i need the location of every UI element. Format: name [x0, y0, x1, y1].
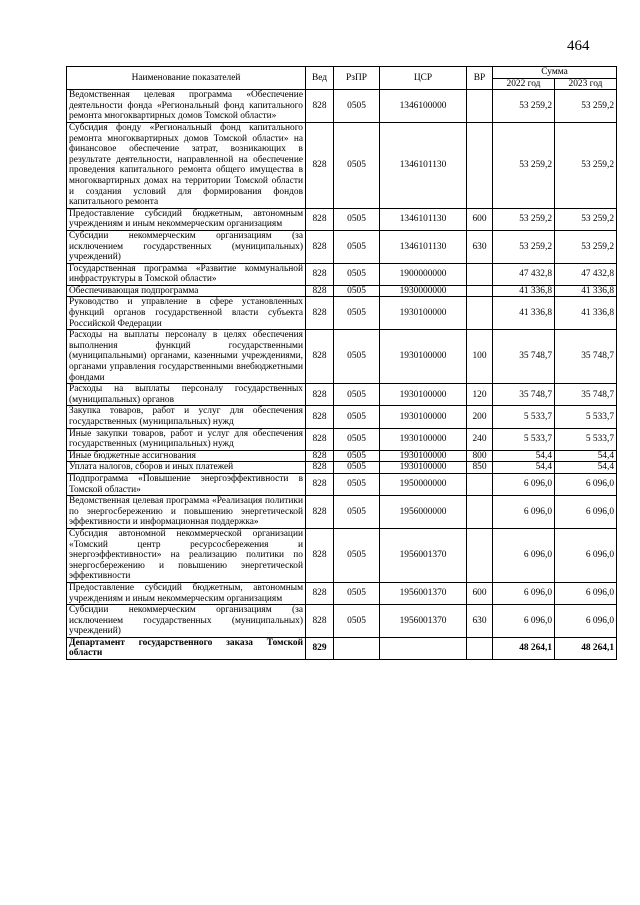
- sum-2022-cell: 48 264,1: [493, 637, 555, 659]
- sum-2022-cell: 5 533,7: [493, 406, 555, 428]
- sum-2022-cell: 6 096,0: [493, 528, 555, 582]
- ved-cell: 828: [306, 428, 334, 450]
- header-ved: Вед: [306, 67, 334, 90]
- csr-cell: 1950000000: [380, 473, 467, 495]
- table-header: [67, 67, 617, 90]
- sum-2023-cell: 47 432,8: [555, 263, 617, 285]
- name-cell: Расходы на выплаты персоналу в целях обеспечения выполнения функций государственными (муниципальными) органами, казенными учреждениями, органами управления государственными внебюджетными фондами: [67, 330, 306, 384]
- sum-2023-cell: 41 336,8: [555, 285, 617, 297]
- csr-cell: 1930100000: [380, 384, 467, 406]
- csr-cell: 1930100000: [380, 330, 467, 384]
- name-cell: Уплата налогов, сборов и иных платежей: [67, 462, 306, 474]
- vr-cell: 800: [467, 450, 493, 462]
- sum-2023-cell: 6 096,0: [555, 582, 617, 604]
- sum-2023-cell: 6 096,0: [555, 605, 617, 638]
- sum-2022-cell: 53 259,2: [493, 122, 555, 208]
- ved-cell: 828: [306, 297, 334, 330]
- name-cell: Ведомственная целевая программа «Обеспечение деятельности фонда «Региональный фонд капитального ремонта многоквартирных домов Томской области»: [67, 90, 306, 123]
- table-row: [67, 428, 617, 450]
- sum-2022-cell: 54,4: [493, 462, 555, 474]
- vr-cell: 630: [467, 230, 493, 263]
- ved-cell: 828: [306, 90, 334, 123]
- vr-cell: 120: [467, 384, 493, 406]
- ved-cell: 828: [306, 263, 334, 285]
- ved-cell: 828: [306, 528, 334, 582]
- vr-cell: [467, 90, 493, 123]
- vr-cell: 600: [467, 582, 493, 604]
- header-sum: Сумма: [493, 67, 617, 79]
- rzpr-cell: 0505: [334, 90, 380, 123]
- rzpr-cell: 0505: [334, 263, 380, 285]
- name-cell: Иные закупки товаров, работ и услуг для обеспечения государственных (муниципальных) нужд: [67, 428, 306, 450]
- table-row: [67, 450, 617, 462]
- name-cell: Иные бюджетные ассигнования: [67, 450, 306, 462]
- ved-cell: 828: [306, 230, 334, 263]
- rzpr-cell: 0505: [334, 208, 380, 230]
- header-year-2022: 2022 год: [493, 78, 555, 90]
- sum-2023-cell: 53 259,2: [555, 208, 617, 230]
- csr-cell: 1346100000: [380, 90, 467, 123]
- table-row: [67, 297, 617, 330]
- rzpr-cell: 0505: [334, 330, 380, 384]
- sum-2022-cell: 53 259,2: [493, 90, 555, 123]
- sum-2023-cell: 41 336,8: [555, 297, 617, 330]
- vr-cell: [467, 285, 493, 297]
- csr-cell: 1930100000: [380, 462, 467, 474]
- vr-cell: [467, 263, 493, 285]
- sum-2022-cell: 54,4: [493, 450, 555, 462]
- vr-cell: 600: [467, 208, 493, 230]
- ved-cell: 829: [306, 637, 334, 659]
- csr-cell: 1956000000: [380, 496, 467, 529]
- ved-cell: 828: [306, 384, 334, 406]
- table-row: [67, 406, 617, 428]
- ved-cell: 828: [306, 330, 334, 384]
- header-year-2023: 2023 год: [555, 78, 617, 90]
- csr-cell: 1930100000: [380, 297, 467, 330]
- csr-cell: 1900000000: [380, 263, 467, 285]
- header-csr: ЦСР: [380, 67, 467, 90]
- csr-cell: 1956001370: [380, 582, 467, 604]
- sum-2022-cell: 5 533,7: [493, 428, 555, 450]
- vr-cell: [467, 496, 493, 529]
- sum-2023-cell: 53 259,2: [555, 90, 617, 123]
- vr-cell: [467, 473, 493, 495]
- name-cell: Ведомственная целевая программа «Реализация политики по энергосбережению и повышению энергетической эффективности и информационная поддержка»: [67, 496, 306, 529]
- rzpr-cell: 0505: [334, 450, 380, 462]
- vr-cell: 630: [467, 605, 493, 638]
- table-row: [67, 473, 617, 495]
- sum-2023-cell: 53 259,2: [555, 230, 617, 263]
- sum-2023-cell: 6 096,0: [555, 473, 617, 495]
- name-cell: Департамент государственного заказа Томской области: [67, 637, 306, 659]
- sum-2023-cell: 6 096,0: [555, 496, 617, 529]
- sum-2022-cell: 6 096,0: [493, 582, 555, 604]
- rzpr-cell: 0505: [334, 582, 380, 604]
- name-cell: Субсидии некоммерческим организациям (за исключением государственных (муниципальных) учреждений): [67, 605, 306, 638]
- rzpr-cell: 0505: [334, 122, 380, 208]
- table-row: [67, 462, 617, 474]
- name-cell: Предоставление субсидий бюджетным, автономным учреждениям и иным некоммерческим организациям: [67, 582, 306, 604]
- sum-2023-cell: 48 264,1: [555, 637, 617, 659]
- sum-2023-cell: 54,4: [555, 450, 617, 462]
- header-name: Наименование показателей: [67, 67, 306, 90]
- sum-2023-cell: 54,4: [555, 462, 617, 474]
- sum-2023-cell: 5 533,7: [555, 406, 617, 428]
- vr-cell: [467, 122, 493, 208]
- table-row: [67, 122, 617, 208]
- name-cell: Субсидия фонду «Региональный фонд капитального ремонта многоквартирных домов Томской области» на финансовое обеспечение затрат, возникающих в результате деятельности, направленной на обеспечение проведения капитального ремонта общего имущества в многоквартирных домах на территории Томской области и создания условий для формирования фондов капитального ремонта: [67, 122, 306, 208]
- ved-cell: 828: [306, 450, 334, 462]
- rzpr-cell: 0505: [334, 384, 380, 406]
- name-cell: Государственная программа «Развитие коммунальной инфраструктуры в Томской области»: [67, 263, 306, 285]
- csr-cell: [380, 637, 467, 659]
- csr-cell: 1956001370: [380, 605, 467, 638]
- ved-cell: 828: [306, 582, 334, 604]
- sum-2022-cell: 6 096,0: [493, 473, 555, 495]
- rzpr-cell: 0505: [334, 428, 380, 450]
- table-row: [67, 208, 617, 230]
- name-cell: Закупка товаров, работ и услуг для обеспечения государственных (муниципальных) нужд: [67, 406, 306, 428]
- ved-cell: 828: [306, 208, 334, 230]
- sum-2022-cell: 35 748,7: [493, 384, 555, 406]
- sum-2023-cell: 35 748,7: [555, 384, 617, 406]
- vr-cell: [467, 528, 493, 582]
- rzpr-cell: 0505: [334, 297, 380, 330]
- table-body: [67, 90, 617, 660]
- rzpr-cell: 0505: [334, 496, 380, 529]
- name-cell: Субсидии некоммерческим организациям (за исключением государственных (муниципальных) учреждений): [67, 230, 306, 263]
- table-row: [67, 285, 617, 297]
- table-row: [67, 528, 617, 582]
- rzpr-cell: 0505: [334, 528, 380, 582]
- rzpr-cell: 0505: [334, 406, 380, 428]
- sum-2022-cell: 6 096,0: [493, 496, 555, 529]
- csr-cell: 1930100000: [380, 406, 467, 428]
- name-cell: Руководство и управление в сфере установленных функций органов государственной власти субъекта Российской Федерации: [67, 297, 306, 330]
- header-rzpr: РзПР: [334, 67, 380, 90]
- csr-cell: 1930100000: [380, 428, 467, 450]
- ved-cell: 828: [306, 462, 334, 474]
- vr-cell: 200: [467, 406, 493, 428]
- table-row: [67, 330, 617, 384]
- rzpr-cell: 0505: [334, 605, 380, 638]
- csr-cell: 1346101130: [380, 122, 467, 208]
- rzpr-cell: 0505: [334, 462, 380, 474]
- sum-2023-cell: 53 259,2: [555, 122, 617, 208]
- sum-2023-cell: 6 096,0: [555, 528, 617, 582]
- page-number: 464: [567, 38, 590, 54]
- vr-cell: [467, 297, 493, 330]
- sum-2022-cell: 35 748,7: [493, 330, 555, 384]
- vr-cell: 240: [467, 428, 493, 450]
- vr-cell: 850: [467, 462, 493, 474]
- sum-2022-cell: 41 336,8: [493, 285, 555, 297]
- sum-2023-cell: 35 748,7: [555, 330, 617, 384]
- csr-cell: 1346101130: [380, 230, 467, 263]
- csr-cell: 1346101130: [380, 208, 467, 230]
- sum-2023-cell: 5 533,7: [555, 428, 617, 450]
- name-cell: Обеспечивающая подпрограмма: [67, 285, 306, 297]
- rzpr-cell: 0505: [334, 285, 380, 297]
- ved-cell: 828: [306, 496, 334, 529]
- name-cell: Подпрограмма «Повышение энергоэффективности в Томской области»: [67, 473, 306, 495]
- sum-2022-cell: 47 432,8: [493, 263, 555, 285]
- table-row: [67, 263, 617, 285]
- header-vr: ВР: [467, 67, 493, 90]
- vr-cell: [467, 637, 493, 659]
- csr-cell: 1930100000: [380, 450, 467, 462]
- table-row: [67, 90, 617, 123]
- sum-2022-cell: 53 259,2: [493, 208, 555, 230]
- name-cell: Предоставление субсидий бюджетным, автономным учреждениям и иным некоммерческим организациям: [67, 208, 306, 230]
- table-row: [67, 637, 617, 659]
- table-row: [67, 582, 617, 604]
- rzpr-cell: [334, 637, 380, 659]
- ved-cell: 828: [306, 406, 334, 428]
- sum-2022-cell: 41 336,8: [493, 297, 555, 330]
- rzpr-cell: 0505: [334, 473, 380, 495]
- name-cell: Расходы на выплаты персоналу государственных (муниципальных) органов: [67, 384, 306, 406]
- csr-cell: 1956001370: [380, 528, 467, 582]
- ved-cell: 828: [306, 285, 334, 297]
- csr-cell: 1930000000: [380, 285, 467, 297]
- vr-cell: 100: [467, 330, 493, 384]
- sum-2022-cell: 53 259,2: [493, 230, 555, 263]
- table-row: [67, 605, 617, 638]
- table-row: [67, 496, 617, 529]
- ved-cell: 828: [306, 473, 334, 495]
- rzpr-cell: 0505: [334, 230, 380, 263]
- ved-cell: 828: [306, 605, 334, 638]
- table-row: [67, 230, 617, 263]
- budget-table: [66, 66, 617, 660]
- table-row: [67, 384, 617, 406]
- sum-2022-cell: 6 096,0: [493, 605, 555, 638]
- ved-cell: 828: [306, 122, 334, 208]
- name-cell: Субсидия автономной некоммерческой организации «Томский центр ресурсосбережения и энергоэффективности» на реализацию политики по энергосбережению и повышению энергетической эффективности: [67, 528, 306, 582]
